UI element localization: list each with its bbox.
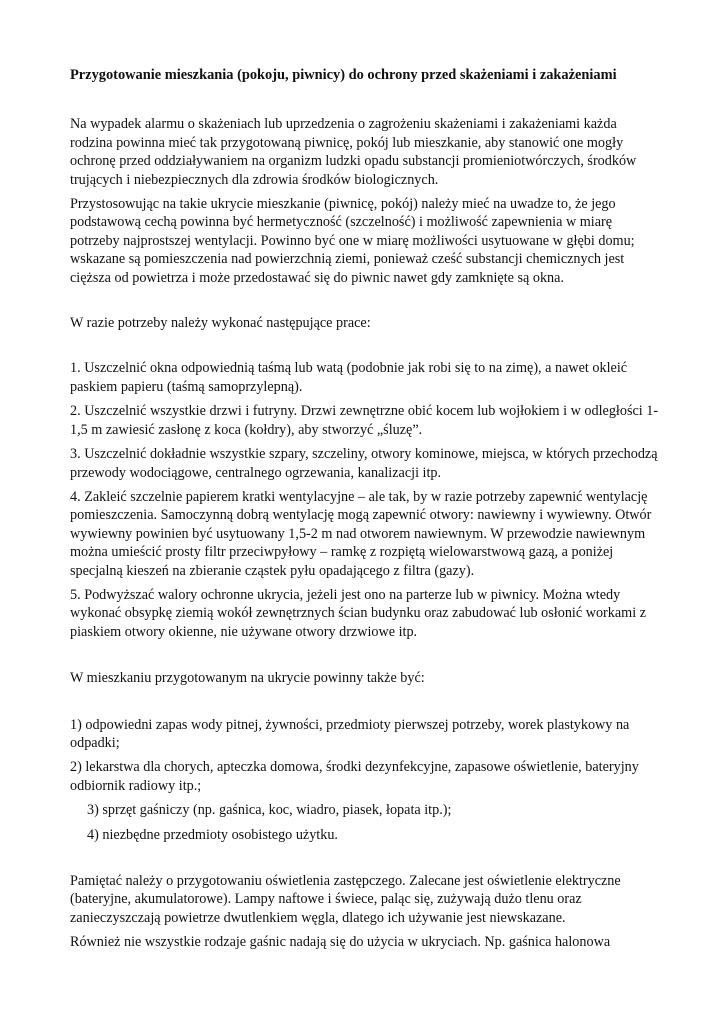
intro-paragraph: Na wypadek alarmu o skażeniach lub uprzedzenia o zagrożeniu skażeniami i zakażeniami każda rodzina powinna mieć tak przygotowaną piwnicę, pokój lub mieszkanie, aby stanowić one mogły ochronę przed oddziaływaniem na organizm ludzki opadu substancji promieniotwórczych, środków trujących i niebezpiecznych dla zdrowia środków biologicznych. [70, 116, 637, 188]
works-list-item: 5. Podwyższać walory ochronne ukrycia, jeżeli jest ono na parterze lub w piwnicy. Można wtedy wykonać obsypkę ziemią wokół zewnętrznych ścian budynku oraz zabudować lub osłonić workami z piaskiem otwory okienne, nie używane otwory drzwiowe itp. [70, 586, 646, 640]
items-heading: W mieszkaniu przygotowanym na ukrycie powinny także być: [70, 670, 425, 687]
works-list-item: 1. Uszczelnić okna odpowiednią taśmą lub watą (podobnie jak robi się to na zimę), a nawet okleić paskiem papieru (taśmą samoprzylepną). [70, 360, 628, 395]
works-list-item: 3. Uszczelnić dokładnie wszystkie szpary, szczeliny, otwory kominowe, miejsca, w których przechodzą przewody wodociągowe, centralnego ogrzewania, kanalizacji itp. [70, 446, 658, 481]
works-heading: W razie potrzeby należy wykonać następujące prace: [70, 315, 371, 332]
items-list-item: 4) niezbędne przedmioty osobistego użytku. [87, 826, 338, 843]
items-list-item: 3) sprzęt gaśniczy (np. gaśnica, koc, wiadro, piasek, łopata itp.); [87, 802, 452, 819]
document-title: Przygotowanie mieszkania (pokoju, piwnicy) do ochrony przed skażeniami i zakażeniami [70, 67, 617, 83]
items-list-item: 2) lekarstwa dla chorych, apteczka domowa, środki dezynfekcyjne, zapasowe oświetlenie, bateryjny odbiornik radiowy itp.; [70, 759, 639, 794]
intro-paragraph: Przystosowując na takie ukrycie mieszkanie (piwnicę, pokój) należy mieć na uwadze to, że jego podstawową cechą powinna być hermetyczność (szczelność) i możliwość zapewnienia w miarę potrzeby najprostszej wentylacji. Powinno być one w miarę możliwości usytuowane w głębi domu; wskazane są pomieszczenia nad powierzchnią ziemi, ponieważ cześć substancji chemicznych jest cięższa od powietrza i może przedostawać się do piwnic nawet gdy zamknięte są okna. [70, 196, 635, 286]
document-page [70, 66, 660, 958]
works-list-item: 2. Uszczelnić wszystkie drzwi i futryny. Drzwi zewnętrzne obić kocem lub wojłokiem i w odległości 1-1,5 m zawiesić zasłonę z koca (kołdry), aby stworzyć „śluzę”. [70, 403, 659, 438]
closing-paragraph: Również nie wszystkie rodzaje gaśnic nadają się do użycia w ukryciach. Np. gaśnica halonowa [70, 934, 611, 951]
items-list-item: 1) odpowiedni zapas wody pitnej, żywności, przedmioty pierwszej potrzeby, worek plastykowy na odpadki; [70, 716, 630, 751]
closing-paragraph: Pamiętać należy o przygotowaniu oświetlenia zastępczego. Zalecane jest oświetlenie elektryczne (bateryjne, akumulatorowe). Lampy naftowe i świece, paląc się, zużywają dużo tlenu oraz zanieczyszczają powietrze dwutlenkiem węgla, dlatego ich używanie jest niewskazane. [70, 873, 621, 926]
works-list-item: 4. Zakleić szczelnie papierem kratki wentylacyjne – ale tak, by w razie potrzeby zapewnić wentylację pomieszczenia. Samoczynną dobrą wentylację mogą zapewnić otwory: nawiewny i wywiewny. Otwór wywiewny powinien być usytuowany 1,5-2 m nad otworem nawiewnym. W przewodzie nawiewnym można umieścić prosty filtr przeciwpyłowy – ramkę z rozpiętą wielowarstwową gazą, a poniżej specjalną kieszeń na zbieranie cząstek pyłu opadającego z filtra (gazy). [70, 488, 652, 579]
